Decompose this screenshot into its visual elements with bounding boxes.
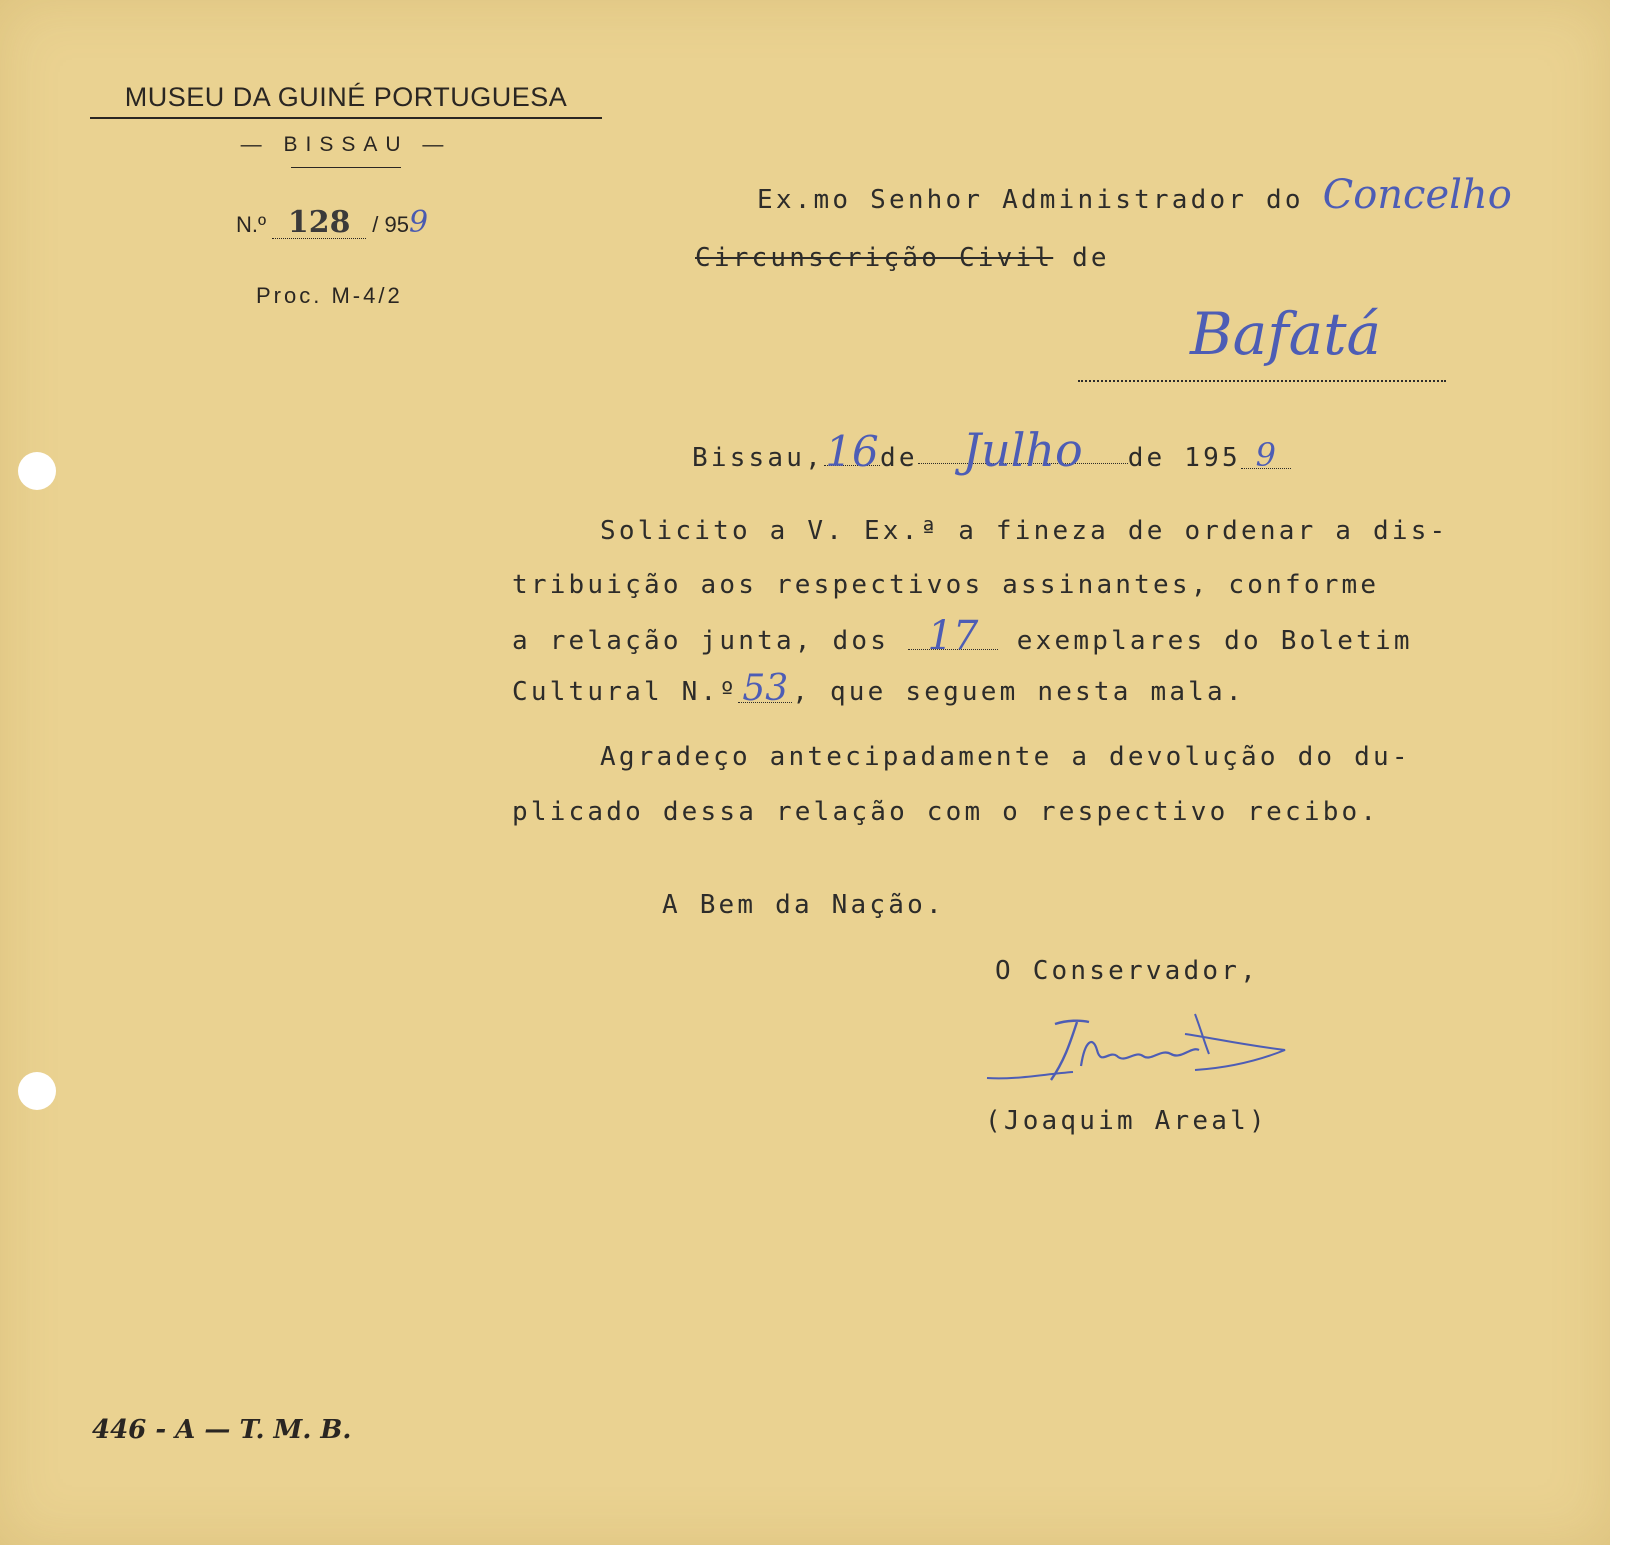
ref-year-printed: / 95 bbox=[372, 212, 409, 237]
addressee-salutation: Ex.mo Senhor Administrador do bbox=[757, 185, 1304, 215]
date-year-handwritten: 9 bbox=[1241, 442, 1291, 469]
handwritten-signature bbox=[985, 1010, 1295, 1090]
date-de-1: de bbox=[879, 443, 918, 473]
process-code: Proc. M-4/2 bbox=[256, 283, 403, 308]
body-line-1: Solicito a V. Ex.ª a fineza de ordenar a dis- bbox=[600, 516, 1449, 546]
issue-number-handwritten: 53 bbox=[738, 676, 792, 703]
struck-circunscricao: Circunscrição Civil bbox=[695, 243, 1054, 273]
date-line bbox=[692, 423, 1291, 477]
ref-prefix: N.º bbox=[236, 212, 267, 237]
letterhead-rule bbox=[291, 167, 401, 168]
ref-number-stamp: 128 bbox=[272, 208, 366, 239]
date-de-2: de 195 bbox=[1127, 443, 1241, 473]
body-line-4 bbox=[512, 668, 1245, 709]
body-line-6: plicado dessa relação com o respectivo recibo. bbox=[512, 797, 1380, 827]
body-line-4-start: Cultural N.º bbox=[512, 677, 739, 707]
body-line-3-start: a relação junta, dos bbox=[512, 626, 890, 656]
addressee-place-handwritten: Bafatá bbox=[1190, 300, 1382, 368]
date-day-handwritten: 16 bbox=[825, 427, 879, 476]
institution-title: MUSEU DA GUINÉ PORTUGUESA bbox=[90, 82, 602, 119]
punch-hole bbox=[18, 1072, 56, 1110]
addressee-line-1 bbox=[757, 172, 1512, 218]
reference-number bbox=[236, 205, 428, 240]
body-line-5: Agradeço antecipadamente a devolução do du- bbox=[600, 742, 1411, 772]
institution-city: — BISSAU — bbox=[240, 133, 452, 156]
body-line-2: tribuição aos respectivos assinantes, conforme bbox=[512, 570, 1380, 600]
ref-year-handwritten: 9 bbox=[409, 205, 429, 240]
body-line-3-end: exemplares do Boletim bbox=[1016, 626, 1413, 656]
signatory-name: (Joaquim Areal) bbox=[985, 1106, 1268, 1136]
date-month-handwritten: Julho bbox=[918, 437, 1128, 464]
closing-role: O Conservador, bbox=[995, 956, 1259, 986]
body-line-4-end: , que seguem nesta mala. bbox=[792, 677, 1245, 707]
date-city: Bissau, bbox=[692, 443, 824, 473]
body-line-3 bbox=[512, 613, 1413, 659]
form-code: 446 - A — T. M. B. bbox=[92, 1415, 352, 1445]
addressee-handwritten-concelho: Concelho bbox=[1322, 172, 1512, 218]
letterhead bbox=[90, 82, 602, 168]
closing-salutation: A Bem da Nação. bbox=[662, 890, 945, 920]
addressee-line-2 bbox=[695, 243, 1110, 273]
copies-count-handwritten: 17 bbox=[908, 623, 998, 650]
addressee-de: de bbox=[1072, 243, 1110, 273]
punch-hole bbox=[18, 452, 56, 490]
